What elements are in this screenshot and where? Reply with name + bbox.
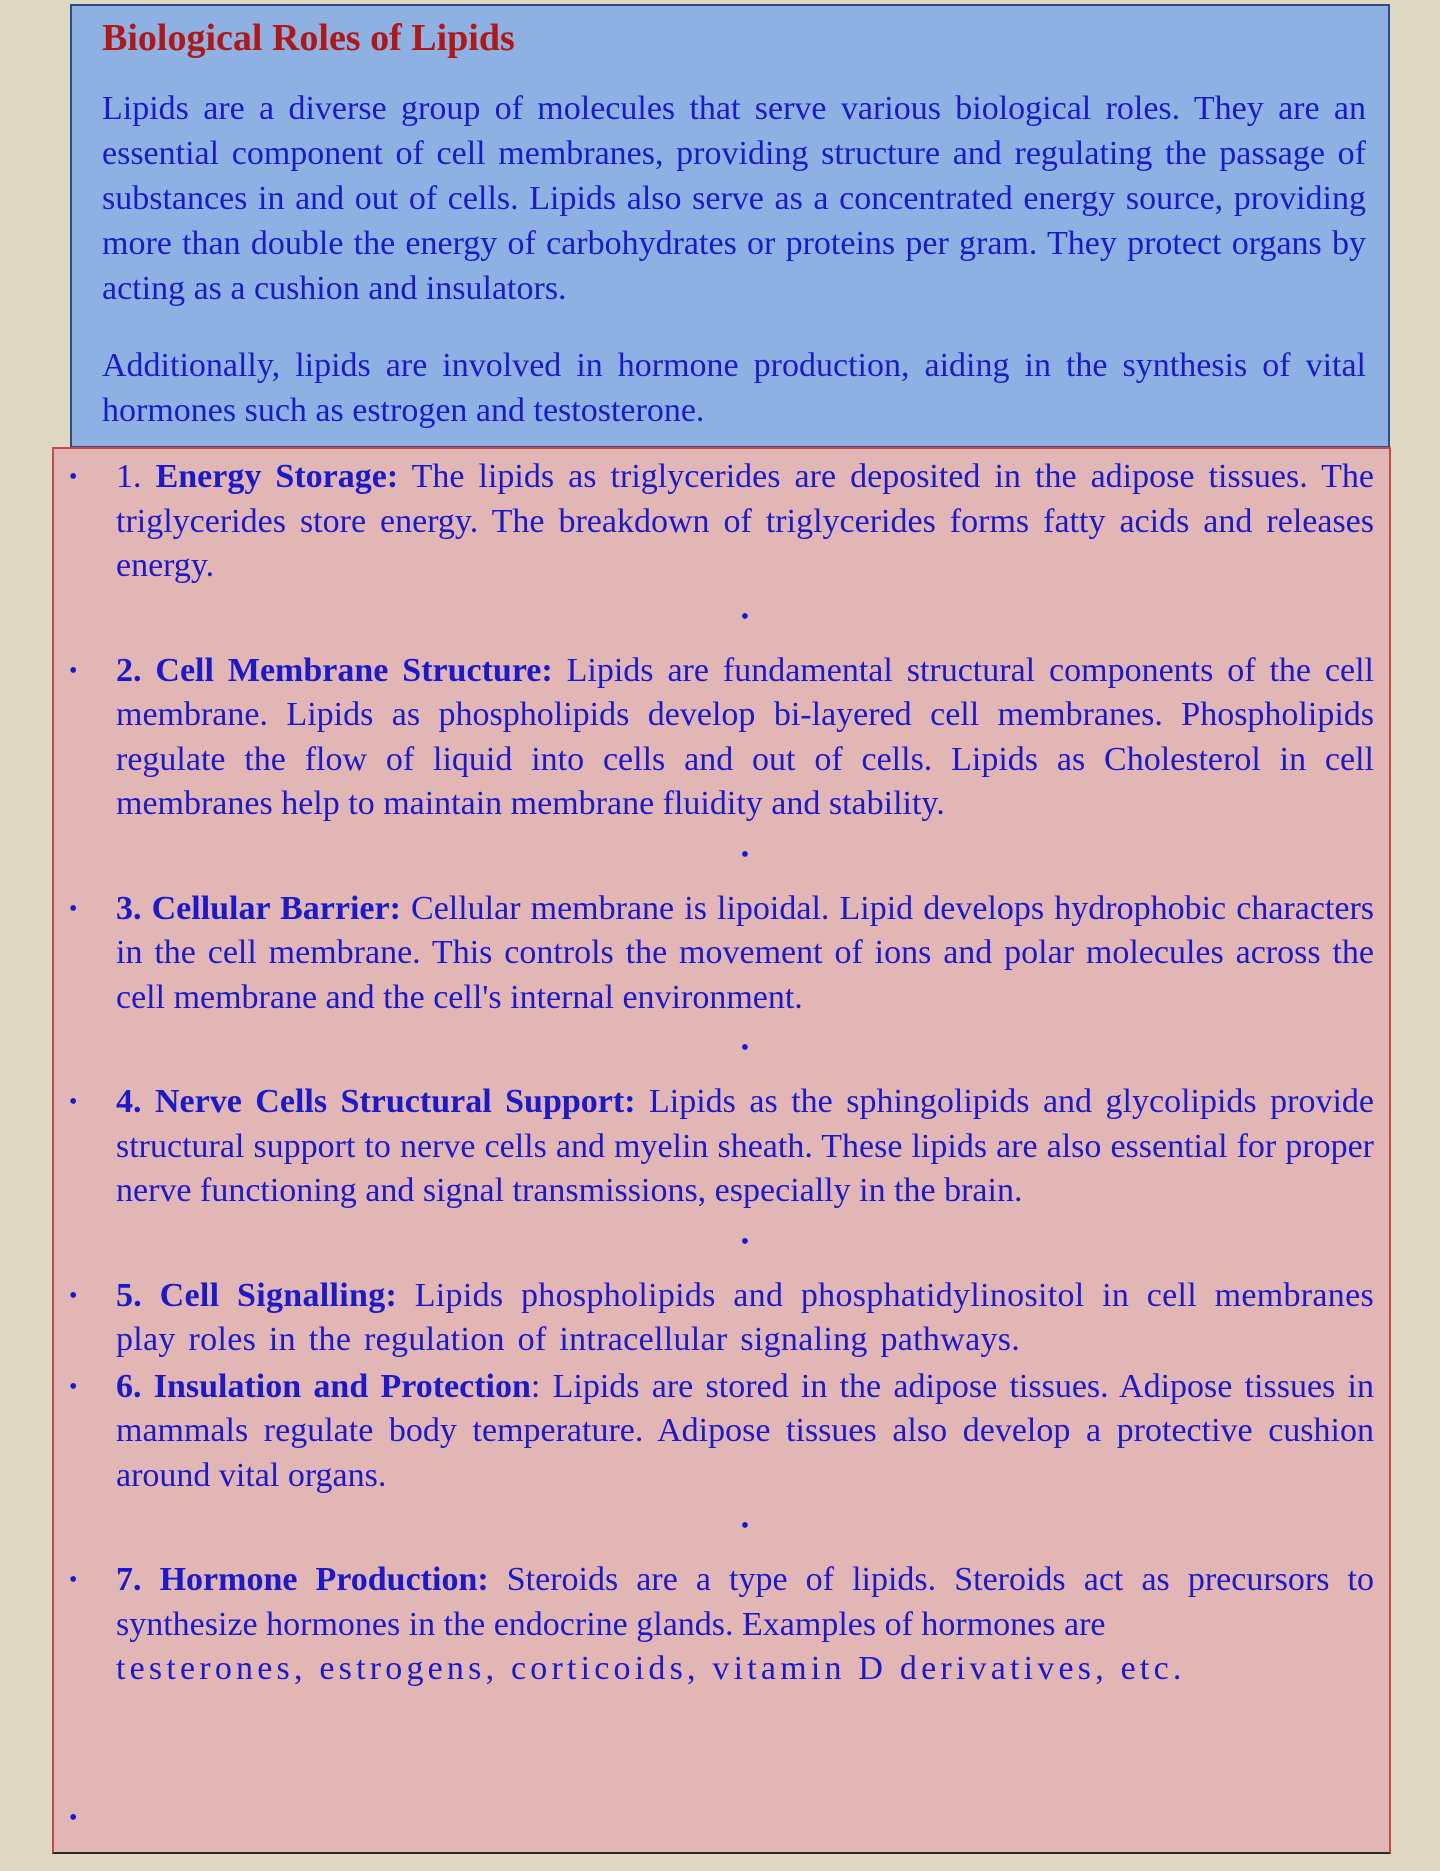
roles-box [52, 447, 1391, 1854]
role-item-hormone-production [116, 1558, 1374, 1692]
trailing-bullet: • [69, 1805, 78, 1831]
role-description: : Lipids are stored in the adipose tissues. Adipose tissues in mammals regulate body temperature. Adipose tissues also develop a protective cushion around vital organs. [116, 1367, 1374, 1494]
role-description: Steroids are a type of lipids. Steroids act as precursors to synthesize hormones in the endocrine glands. Examples of hormones are [116, 1561, 1374, 1643]
role-description: Lipids are fundamental structural components of the cell membrane. Lipids as phospholipids develop bi-layered cell membranes. Phospholipids regulate the flow of liquid into cells and out of cells. Lipids as Cholesterol in cell membranes help to maintain membrane fluidity and stability. [116, 651, 1375, 822]
intro-paragraph: Lipids are a diverse group of molecules that serve various biological roles. They are an essential component of cell membranes, providing structure and regulating the passage of substances in and out of cells. Lipids also serve as a concentrated energy source, providing more than double the energy of carbohydrates or proteins per gram. They protect organs by acting as a cushion and insulators. [102, 90, 1366, 307]
role-description: Cellular membrane is lipoidal. Lipid develops hydrophobic characters in the cell membrane. This controls the movement of ions and polar molecules across the cell membrane and the cell's internal environment. [116, 889, 1374, 1016]
role-description: The lipids as triglycerides are deposited in the adipose tissues. The triglycerides store energy. The breakdown of triglycerides forms fatty acids and releases energy. [116, 458, 1375, 584]
role-item-cellular-barrier [116, 887, 1374, 1021]
role-term: 4. Nerve Cells Structural Support: [116, 1083, 636, 1120]
role-term: 7. Hormone Production: [116, 1561, 489, 1598]
role-term: 5. Cell Signalling: [116, 1276, 398, 1314]
role-item-energy-storage [116, 455, 1374, 589]
separator-dot: • [740, 841, 750, 868]
intro-box [70, 4, 1390, 448]
role-term: Energy Storage: [155, 458, 399, 495]
role-item-nerve-cells [116, 1080, 1374, 1214]
separator-dot: • [740, 1513, 750, 1539]
role-number: 1. [116, 458, 156, 495]
role-term: 6. Insulation and Protection [116, 1367, 531, 1405]
role-item-cell-membrane [116, 649, 1374, 827]
role-item-cell-signalling [116, 1274, 1374, 1363]
role-description: Lipids as the sphingolipids and glycolipids provide structural support to nerve cells and myelin sheath. These lipids are also essential for proper nerve functioning and signal transmissions, especially in the brain. [116, 1083, 1374, 1209]
separator-dot: • [740, 1035, 750, 1061]
page-title: Biological Roles of Lipids [102, 17, 515, 59]
separator-dot: • [740, 603, 750, 630]
intro-paragraph-hormones: Additionally, lipids are involved in hormone production, aiding in the synthesis of vital hormones such as estrogen and testosterone. [102, 347, 1366, 429]
role-description: Lipids phospholipids and phosphatidylinositol in cell membranes play roles in the regulation of intracellular signaling pathways. [116, 1276, 1374, 1358]
role-term: 3. Cellular Barrier: [116, 889, 401, 927]
role-term: 2. Cell Membrane Structure: [116, 651, 553, 689]
separator-dot: • [740, 1228, 750, 1255]
role-item-insulation [116, 1365, 1374, 1499]
roles-list [116, 455, 1374, 1692]
hormone-examples: testerones, estrogens, corticoids, vitamin D derivatives, etc. [116, 1650, 1186, 1687]
